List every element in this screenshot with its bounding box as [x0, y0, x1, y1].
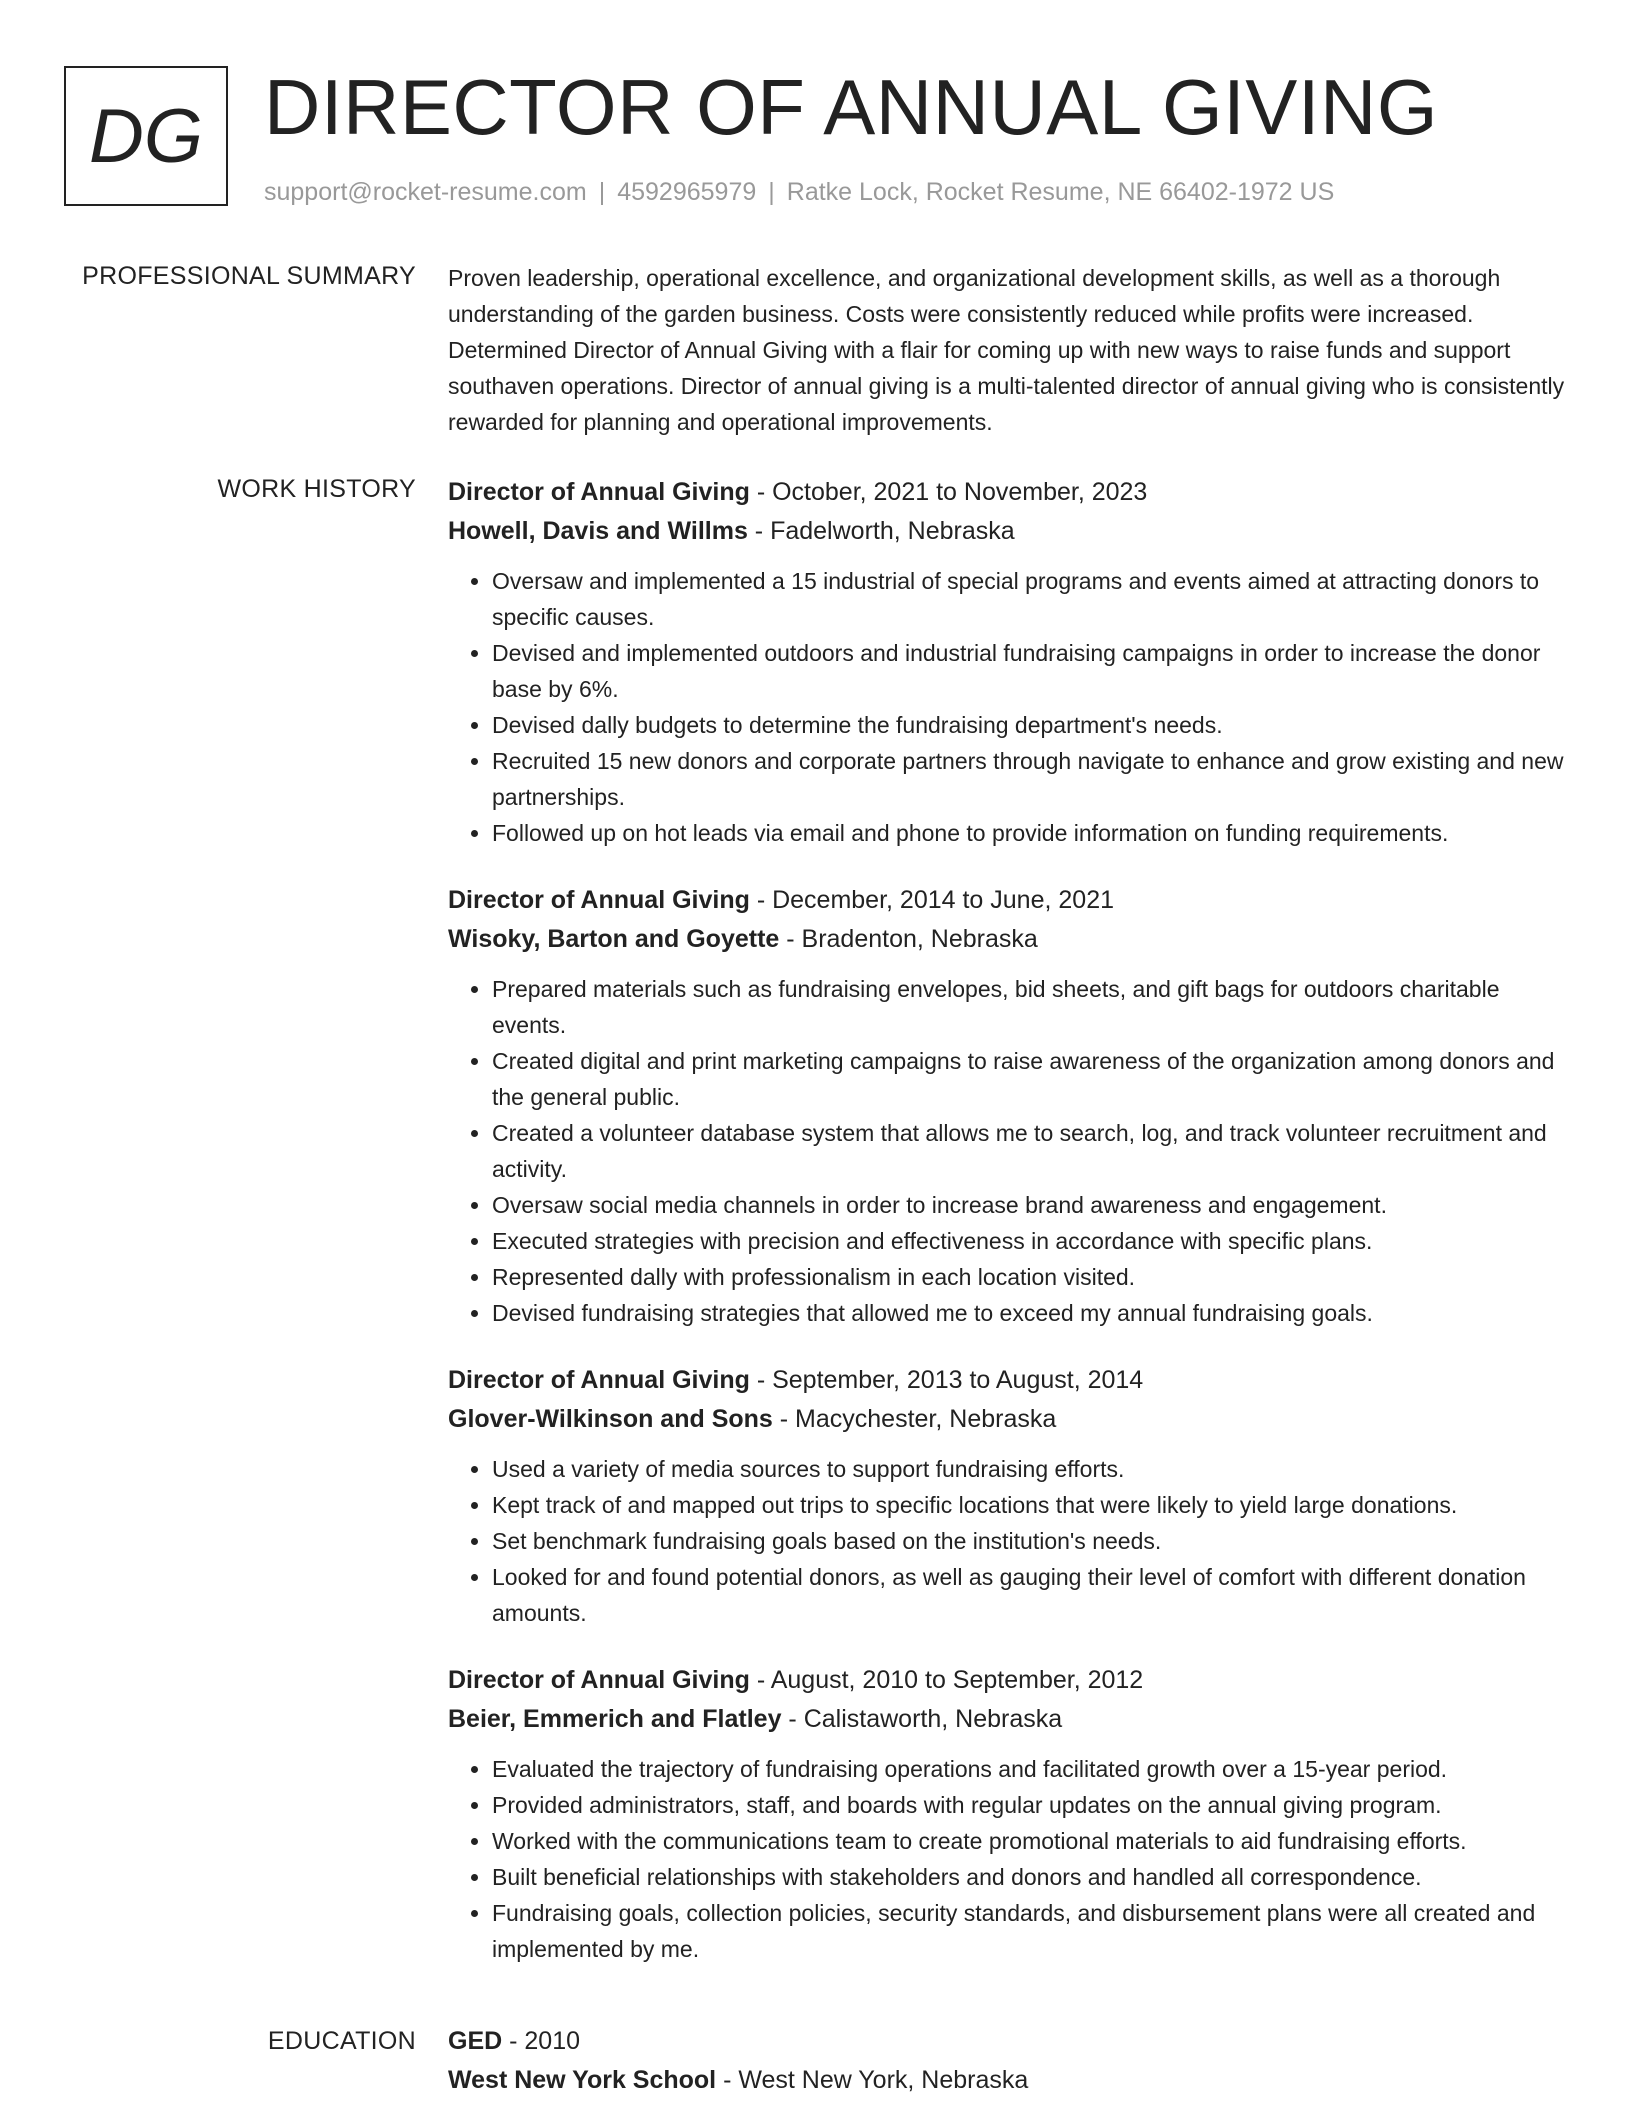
job-title-line	[448, 473, 1568, 512]
job-entry	[448, 1661, 1568, 1967]
list-item: • Represented dally with professionalism in each location visited.	[492, 1259, 1568, 1295]
list-item: • Kept track of and mapped out trips to specific locations that were likely to yield large donations.	[492, 1487, 1568, 1523]
job-location: - Macychester, Nebraska	[772, 1405, 1057, 1433]
list-item: • Oversaw and implemented a 15 industrial of special programs and events aimed at attracting donors to specific causes.	[492, 563, 1568, 635]
list-item: • Looked for and found potential donors, as well as gauging their level of comfort with different donation amounts.	[492, 1559, 1568, 1631]
list-item: • Recruited 15 new donors and corporate partners through navigate to enhance and grow existing and new partnerships.	[492, 743, 1568, 815]
job-company: Beier, Emmerich and Flatley	[448, 1705, 782, 1733]
page-title: DIRECTOR OF ANNUAL GIVING	[264, 63, 1439, 151]
job-title-line	[448, 881, 1568, 920]
section-label-work-history: WORK HISTORY	[217, 475, 416, 503]
contact-phone[interactable]: 4592965979	[617, 178, 757, 206]
job-title-line	[448, 1661, 1568, 1700]
job-bullets	[448, 563, 1568, 851]
list-item: • Prepared materials such as fundraising envelopes, bid sheets, and gift bags for outdoors charitable events.	[492, 971, 1568, 1043]
job-bullets	[448, 1451, 1568, 1631]
job-title: Director of Annual Giving	[448, 478, 750, 506]
job-company-line	[448, 920, 1568, 959]
education-year: - 2010	[502, 2027, 581, 2055]
job-company-line	[448, 1700, 1568, 1739]
job-company-line	[448, 1400, 1568, 1439]
job-title: Director of Annual Giving	[448, 1666, 750, 1694]
job-location: - Fadelworth, Nebraska	[747, 517, 1015, 545]
contact-email[interactable]: support@rocket-resume.com	[264, 178, 587, 206]
summary-text: Proven leadership, operational excellence, and organizational development skills, as well as a thorough understanding of the garden business. Costs were consistently reduced while profits were increased. Determined Director of Annual Giving with a flair for coming up with new ways to raise funds and support southaven operations. Director of annual giving is a multi-talented director of annual giving who is consistently rewarded for planning and operational improvements.	[448, 265, 1565, 435]
list-item: • Fundraising goals, collection policies, security standards, and disbursement plans were all created and implemented by me.	[492, 1895, 1568, 1967]
list-item: • Created digital and print marketing campaigns to raise awareness of the organization among donors and the general public.	[492, 1043, 1568, 1115]
job-dates: - October, 2021 to November, 2023	[749, 478, 1148, 506]
summary-body	[448, 260, 1568, 440]
list-item: • Provided administrators, staff, and boards with regular updates on the annual giving program.	[492, 1787, 1568, 1823]
list-item: • Followed up on hot leads via email and phone to provide information on funding requirements.	[492, 815, 1568, 851]
list-item: • Evaluated the trajectory of fundraising operations and facilitated growth over a 15-year period.	[492, 1751, 1568, 1787]
job-company: Howell, Davis and Willms	[448, 517, 748, 545]
contact-separator: |	[598, 178, 606, 206]
contact-separator: |	[768, 178, 775, 206]
list-item: • Created a volunteer database system that allows me to search, log, and track volunteer recruitment and activity.	[492, 1115, 1568, 1187]
initials-monogram: DG	[64, 66, 228, 206]
list-item: • Set benchmark fundraising goals based on the institution's needs.	[492, 1523, 1568, 1559]
section-label-education: EDUCATION	[267, 2027, 416, 2055]
contact-info	[264, 176, 1334, 208]
list-item: • Executed strategies with precision and effectiveness in accordance with specific plans.	[492, 1223, 1568, 1259]
list-item: • Devised and implemented outdoors and industrial fundraising campaigns in order to increase the donor base by 6%.	[492, 635, 1568, 707]
job-entry	[448, 1361, 1568, 1631]
list-item: • Oversaw social media channels in order to increase brand awareness and engagement.	[492, 1187, 1568, 1223]
contact-address: Ratke Lock, Rocket Resume, NE 66402-1972 US	[786, 178, 1335, 206]
list-item: • Devised fundraising strategies that allowed me to exceed my annual fundraising goals.	[492, 1295, 1568, 1331]
job-entry	[448, 881, 1568, 1331]
job-title: Director of Annual Giving	[448, 886, 750, 914]
job-location: - Calistaworth, Nebraska	[781, 1705, 1063, 1733]
education-location: - West New York, Nebraska	[716, 2066, 1029, 2094]
education-school-line	[448, 2061, 1568, 2100]
list-item: • Built beneficial relationships with stakeholders and donors and handled all correspondence.	[492, 1859, 1568, 1895]
job-dates: - December, 2014 to June, 2021	[749, 886, 1114, 914]
job-dates: - August, 2010 to September, 2012	[749, 1666, 1144, 1694]
job-bullets	[448, 1751, 1568, 1967]
list-item: • Used a variety of media sources to support fundraising efforts.	[492, 1451, 1568, 1487]
job-title-line	[448, 1361, 1568, 1400]
job-dates: - September, 2013 to August, 2014	[749, 1366, 1144, 1394]
education-body	[448, 2022, 1568, 2100]
job-company: Wisoky, Barton and Goyette	[448, 925, 780, 953]
list-item: • Devised dally budgets to determine the fundraising department's needs.	[492, 707, 1568, 743]
job-entry	[448, 473, 1568, 851]
work-history-body	[448, 473, 1568, 1997]
education-degree: GED	[448, 2027, 503, 2055]
job-company-line	[448, 512, 1568, 551]
education-degree-line	[448, 2022, 1568, 2061]
resume-header	[64, 63, 1564, 210]
job-title: Director of Annual Giving	[448, 1366, 750, 1394]
job-company: Glover-Wilkinson and Sons	[448, 1405, 773, 1433]
section-label-summary: PROFESSIONAL SUMMARY	[82, 262, 416, 290]
job-bullets	[448, 971, 1568, 1331]
education-school: West New York School	[448, 2066, 717, 2094]
job-location: - Bradenton, Nebraska	[779, 925, 1038, 953]
list-item: • Worked with the communications team to create promotional materials to aid fundraising efforts.	[492, 1823, 1568, 1859]
